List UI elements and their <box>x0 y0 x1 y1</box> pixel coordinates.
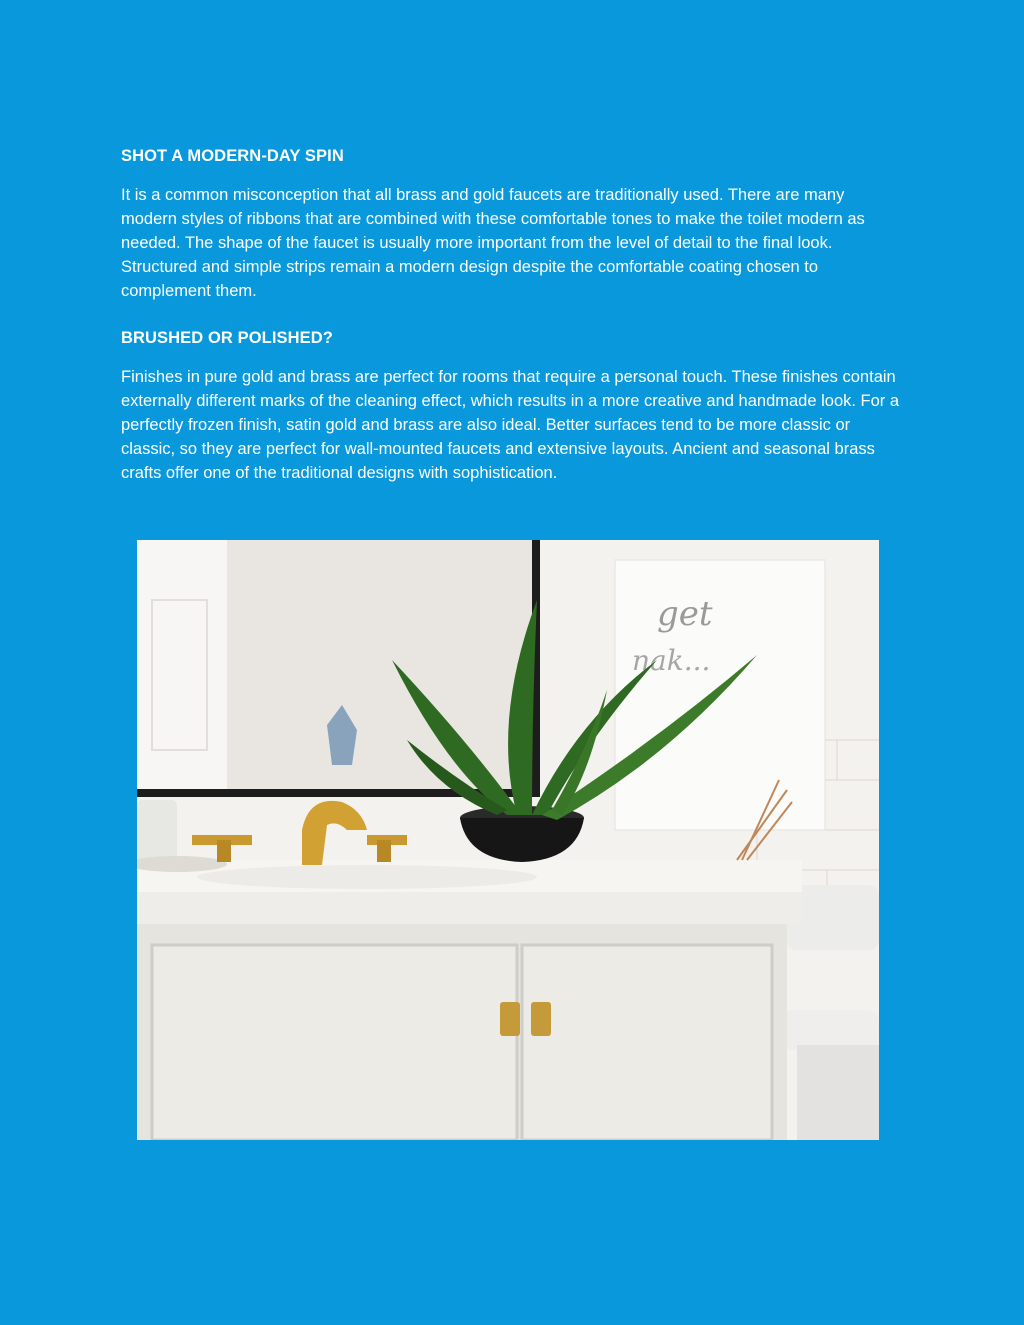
section-body-modern-spin: It is a common misconception that all brass and gold faucets are traditionally used. There are many modern styles of ribbons that are combined with these comfortable tones to make the toilet modern as needed. The shape of the faucet is usually more important from the level of detail to the final look. Structured and simple strips remain a modern design despite the comfortable coating chosen to complement them. <box>121 186 865 300</box>
section-heading-modern-spin: SHOT A MODERN-DAY SPIN <box>121 147 344 165</box>
section-heading-brushed-polished: BRUSHED OR POLISHED? <box>121 329 333 347</box>
article-content <box>121 145 901 509</box>
bathroom-vanity-photo <box>137 540 879 1140</box>
section-body-brushed-polished: Finishes in pure gold and brass are perfect for rooms that require a personal touch. These finishes contain externally different marks of the cleaning effect, which results in a more creative and handmade look. For a perfectly frozen finish, satin gold and brass are also ideal. Better surfaces tend to be more classic or classic, so they are perfect for wall-mounted faucets and extensive layouts. Ancient and seasonal brass crafts offer one of the traditional designs with sophistication. <box>121 368 900 482</box>
print-text-line1: get <box>657 594 713 634</box>
print-text-line2: nak... <box>632 644 711 677</box>
